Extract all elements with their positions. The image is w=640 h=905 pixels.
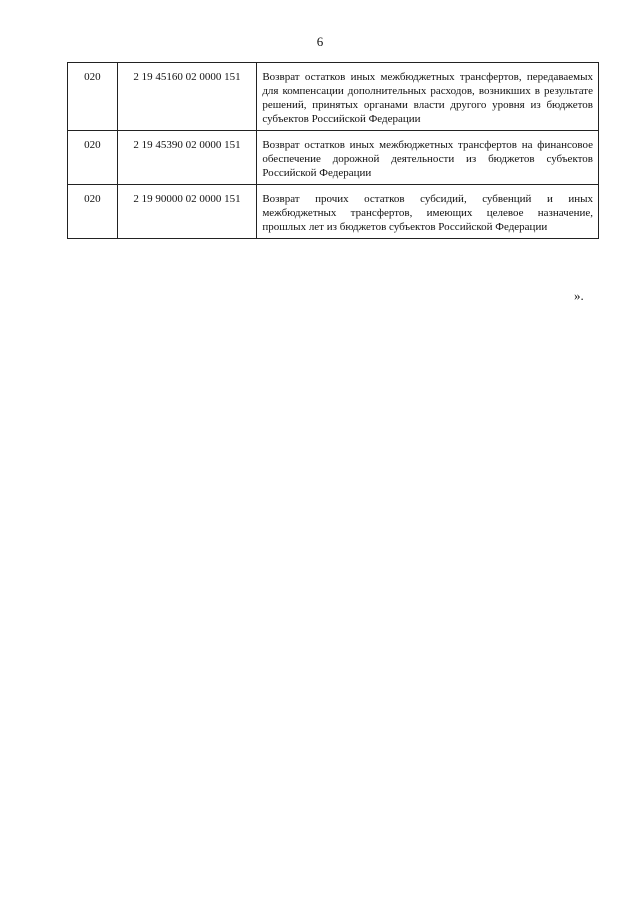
budget-code-table <box>67 62 599 239</box>
admin-code-cell: 020 <box>68 63 118 131</box>
budget-code-cell: 2 19 45160 02 0000 151 <box>117 63 257 131</box>
table-row <box>68 63 599 131</box>
admin-code-cell: 020 <box>68 131 118 185</box>
table-row <box>68 131 599 185</box>
page-number: 6 <box>316 34 324 49</box>
table-row <box>68 185 599 239</box>
closing-quote-mark: ». <box>574 288 584 303</box>
description-cell: Возврат остатков иных межбюджетных трансфертов на финансовое обеспечение дорожной деятельности из бюджетов субъектов Российской Федерации <box>257 131 599 185</box>
description-cell: Возврат прочих остатков субсидий, субвенций и иных межбюджетных трансфертов, имеющих целевое назначение, прошлых лет из бюджетов субъектов Российской Федерации <box>257 185 599 239</box>
description-cell: Возврат остатков иных межбюджетных трансфертов, передаваемых для компенсации дополнительных расходов, возникших в результате решений, принятых органами власти другого уровня из бюджетов субъектов Российской Федерации <box>257 63 599 131</box>
budget-code-cell: 2 19 45390 02 0000 151 <box>117 131 257 185</box>
admin-code-cell: 020 <box>68 185 118 239</box>
budget-code-cell: 2 19 90000 02 0000 151 <box>117 185 257 239</box>
